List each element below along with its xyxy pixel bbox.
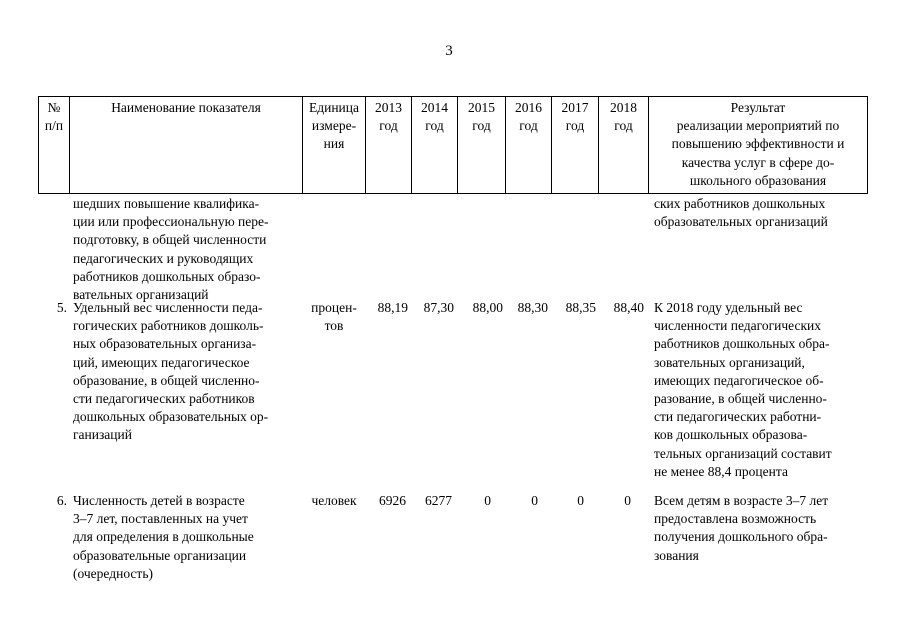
row-6-value-2016: 0 [531, 493, 538, 508]
row-6-value-2018: 0 [624, 493, 631, 508]
header-unit: Единица измере- ния [308, 100, 359, 152]
table-row-continuation-name: шедших повышение квалифика- ции или профессиональную пере- подготовку, в общей численности педагогических и руководящих работников дошкольных образо- вательных организаций [73, 196, 269, 303]
header-year-2018: 2018 год [610, 100, 637, 134]
header-year-2016: 2016 год [515, 100, 542, 134]
row-6-value-2015: 0 [484, 493, 491, 508]
row-5-value-2017: 88,35 [565, 300, 596, 315]
header-year-2015: 2015 год [468, 100, 495, 134]
row-6-value-2017: 0 [577, 493, 584, 508]
header-result: Результат реализации мероприятий по повышению эффективности и качества услуг в сфере до- школьного образования [671, 100, 845, 188]
row-5-value-2016: 88,30 [517, 300, 548, 315]
header-year-2017: 2017 год [561, 100, 589, 134]
row-6-result: Всем детям в возрасте 3–7 лет предоставлена возможность получения дошкольного обра- зования [654, 493, 829, 563]
header-year-2013: 2013 год [375, 100, 402, 134]
row-5-value-2013: 88,19 [377, 300, 408, 315]
row-6-unit: человек [311, 493, 357, 508]
header-divider [867, 96, 868, 194]
row-5-number: 5. [56, 300, 67, 315]
header-number: № п/п [44, 100, 64, 134]
row-6-value-2013: 6926 [379, 493, 406, 508]
row-5-value-2018: 88,40 [613, 300, 644, 315]
row-6-value-2014: 6277 [425, 493, 452, 508]
header-indicator-name: Наименование показателя [111, 100, 261, 115]
row-5-result: К 2018 году удельный вес численности педагогических работников дошкольных обра- зовательных организаций, имеющих педагогическое об- разование, в общей численно- сти педагогических работни- ков дошкольных образова- тельных организаций составит не менее 88,4 процента [654, 300, 832, 479]
header-year-2014: 2014 год [421, 100, 448, 134]
header-bottom-border [38, 193, 868, 194]
row-6-number: 6. [56, 493, 67, 508]
row-5-value-2015: 88,00 [472, 300, 503, 315]
row-5-indicator-name: Удельный вес численности педа- гогических работников дошколь- ных образовательных организа- ций, имеющих педагогическое образование, в общей численно- сти педагогических работников дошкольных образовательных ор- ганизаций [73, 300, 269, 443]
table-top-border [38, 96, 868, 97]
row-5-unit: процен- тов [311, 300, 357, 334]
page-number: 3 [445, 43, 453, 59]
row-6-indicator-name: Численность детей в возрасте 3–7 лет, поставленных на учет для определения в дошкольные образовательные организации (очередность) [73, 493, 254, 581]
row-5-value-2014: 87,30 [423, 300, 454, 315]
table-row-continuation-result: ских работников дошкольных образовательных организаций [654, 196, 828, 230]
